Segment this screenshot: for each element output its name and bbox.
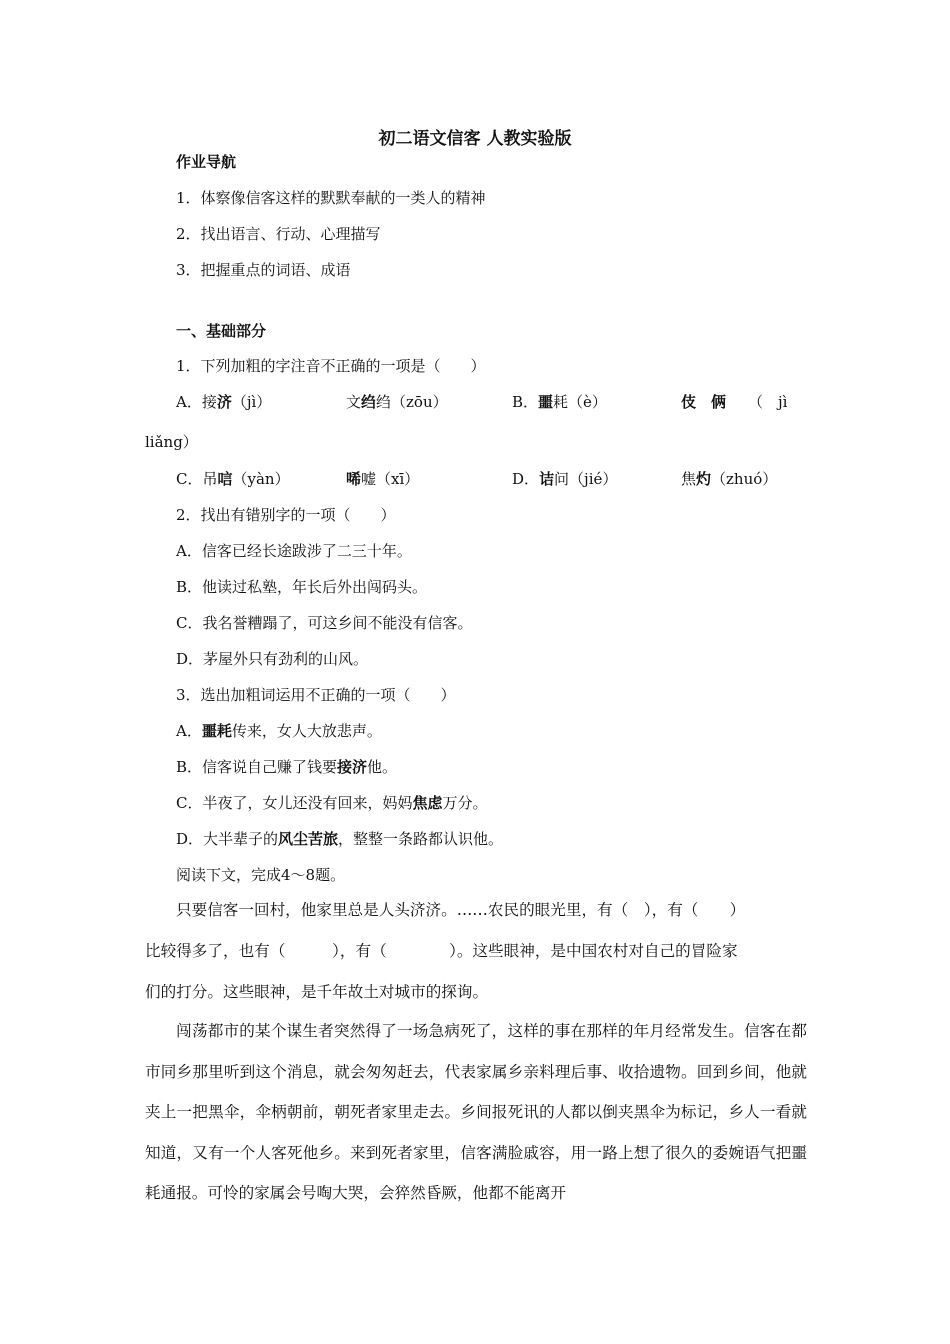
q3-option-a: A．噩耗传来，女人大放悲声。	[176, 722, 382, 740]
q1-option-b: B．噩耗（è）	[512, 393, 607, 411]
question-3-stem: 3．选出加粗词运用不正确的一项（ ）	[176, 686, 456, 704]
nav-item: 2．找出语言、行动、心理描写	[176, 225, 381, 243]
reading-paragraph: 闯荡都市的某个谋生者突然得了一场急病死了，这样的事在那样的年月经常发生。信客在都市同乡那里听到这个消息，就会匆匆赶去，代表家属乡亲料理后事、收拾遗物。回到乡间，他就夹上一把黑伞，伞柄朝前，朝死者家里走去。乡间报死讯的人都以倒夹黑伞为标记，乡人一看就知道，又有一个人客死他乡。来到死者家里，信客满脸戚容，用一路上想了很久的委婉语气把噩耗通报。可怜的家属会号啕大哭，会猝然昏厥，他都不能离开	[145, 1022, 807, 1202]
reading-paragraph-line: 比较得多了，也有（ ），有（ ）。这些眼神，是中国农村对自己的冒险家	[145, 942, 738, 960]
question-2-stem: 2．找出有错别字的一项（ ）	[176, 506, 396, 524]
q2-option: D．茅屋外只有劲利的山风。	[176, 650, 369, 668]
reading-intro: 阅读下文，完成4～8题。	[176, 866, 346, 884]
q3-option-c: C．半夜了，女儿还没有回来，妈妈焦虑万分。	[176, 794, 488, 812]
nav-item: 3．把握重点的词语、成语	[176, 261, 351, 279]
q3-option-d: D．大半辈子的风尘苦旅，整整一条路都认识他。	[176, 830, 504, 848]
q1-option-b-word2-cont: liǎng）	[145, 433, 198, 451]
q1-option-c-word2: 唏嘘（xī）	[346, 470, 420, 488]
nav-heading: 作业导航	[176, 153, 237, 171]
q1-option-a: A．接济（jì）	[176, 393, 272, 411]
q2-option: A．信客已经长途跋涉了二三十年。	[176, 542, 412, 560]
q1-option-a-word2: 文绉绉（zōu）	[346, 393, 448, 411]
q3-option-b: B．信客说自己赚了钱要接济他。	[176, 758, 398, 776]
q2-option: C．我名誉糟蹋了，可这乡间不能没有信客。	[176, 614, 473, 632]
q1-option-d-word2: 焦灼（zhuó）	[681, 470, 778, 488]
question-1-stem: 1．下列加粗的字注音不正确的一项是（ ）	[176, 357, 486, 375]
reading-paragraph-line: 们的打分。这些眼神，是千年故土对城市的探询。	[145, 983, 489, 1001]
section-heading: 一、基础部分	[176, 322, 267, 340]
nav-item: 1．体察像信客这样的默默奉献的一类人的精神	[176, 189, 486, 207]
page-title: 初二语文信客 人教实验版	[378, 129, 572, 149]
q2-option: B．他读过私塾，年长后外出闯码头。	[176, 578, 428, 596]
q1-option-c: C．吊唁（yàn）	[176, 470, 290, 488]
q1-option-b-word2: 伎 俩 （ jì	[681, 393, 788, 411]
q1-option-d: D．诘问（jié）	[512, 470, 618, 488]
reading-paragraph-line: 只要信客一回村，他家里总是人头济济。……农民的眼光里，有（ ），有（ ）	[176, 901, 746, 919]
